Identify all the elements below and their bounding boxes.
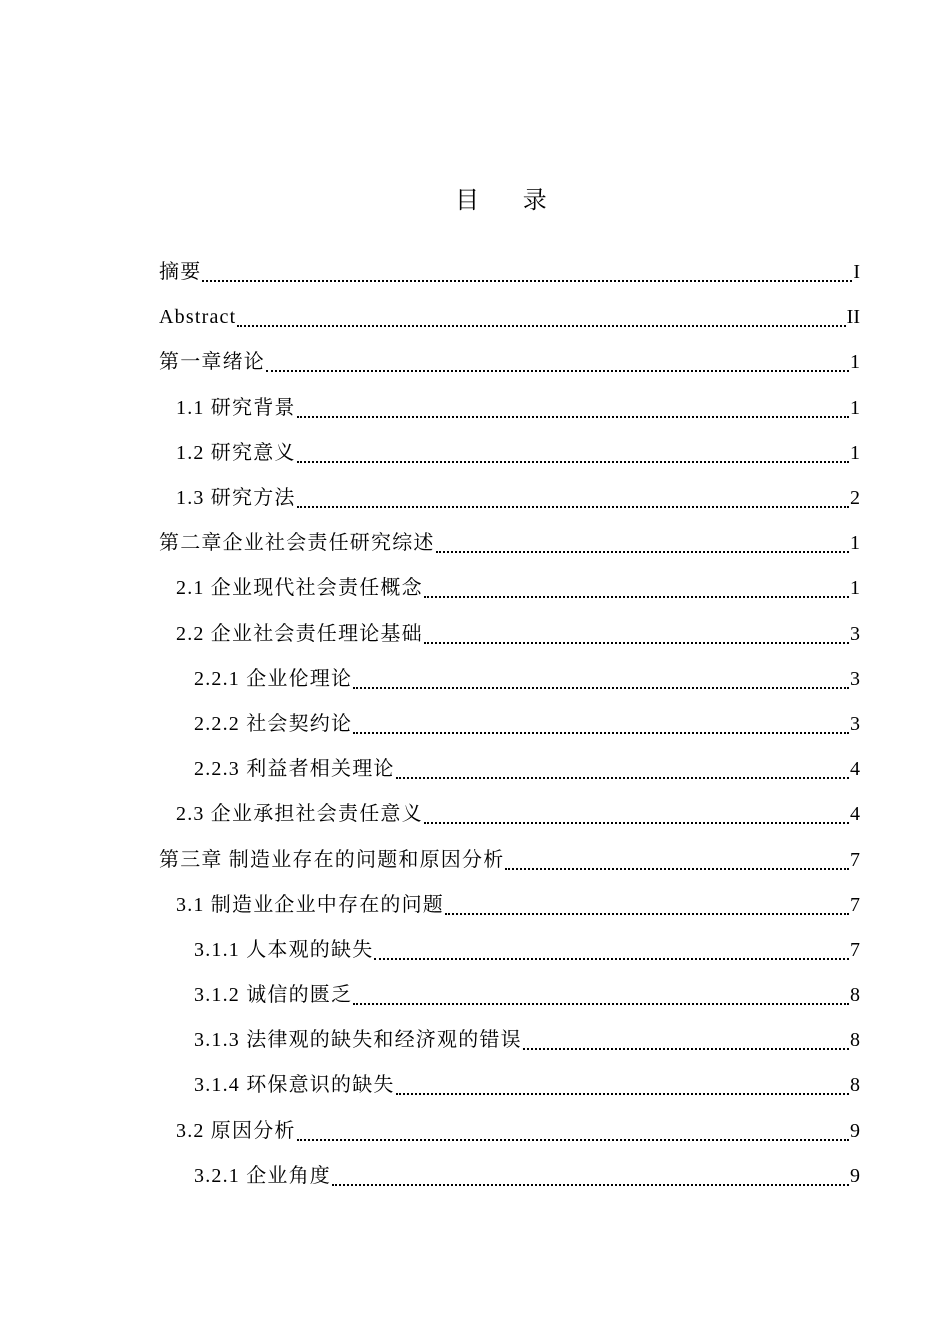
toc-dot-leader	[332, 1183, 849, 1186]
toc-dot-leader	[523, 1047, 849, 1050]
toc-entry-page-number: 4	[850, 803, 860, 826]
toc-dot-leader	[396, 776, 849, 779]
toc-entry[interactable]	[159, 837, 860, 882]
toc-entry[interactable]	[159, 1063, 860, 1108]
toc-entry-page-number: 9	[850, 1164, 860, 1187]
toc-entry-page-number: 7	[850, 893, 860, 916]
toc-entry-page-number: 4	[850, 758, 860, 781]
toc-entry-label: 3.1.2 诚信的匮乏	[194, 984, 353, 1007]
toc-entry-label: 2.1 企业现代社会责任概念	[176, 577, 423, 600]
toc-title: 目 录	[455, 186, 565, 214]
toc-entry[interactable]	[159, 612, 860, 657]
toc-entry-label: 2.2.3 利益者相关理论	[194, 758, 395, 781]
toc-entry-label: 1.3 研究方法	[176, 487, 296, 510]
toc-dot-leader	[424, 595, 849, 598]
toc-dot-leader	[396, 1092, 849, 1095]
toc-dot-leader	[297, 1138, 849, 1141]
toc-dot-leader	[266, 369, 849, 372]
toc-entry-page-number: 3	[850, 712, 860, 735]
toc-entry-page-number: 7	[850, 848, 860, 871]
toc-entry-label: 1.2 研究意义	[176, 441, 296, 464]
toc-dot-leader	[297, 415, 849, 418]
table-of-contents	[159, 250, 860, 1199]
toc-entry-label: 3.1.1 人本观的缺失	[194, 938, 374, 961]
toc-entry-label: 2.3 企业承担社会责任意义	[176, 803, 423, 826]
toc-entry[interactable]	[159, 521, 860, 566]
toc-dot-leader	[353, 686, 849, 689]
toc-dot-leader	[353, 731, 849, 734]
toc-entry-page-number: 8	[850, 1074, 860, 1097]
toc-dot-leader	[353, 1002, 849, 1005]
toc-entry-label: 3.2 原因分析	[176, 1119, 296, 1142]
toc-entry-label: 3.2.1 企业角度	[194, 1164, 331, 1187]
toc-entry[interactable]	[159, 250, 860, 295]
toc-entry-label: 第三章 制造业存在的问题和原因分析	[159, 848, 505, 871]
toc-entry-page-number: 3	[850, 622, 860, 645]
toc-entry-page-number: 8	[850, 984, 860, 1007]
toc-dot-leader	[237, 324, 845, 327]
toc-entry[interactable]	[159, 792, 860, 837]
toc-entry-label: 3.1.3 法律观的缺失和经济观的错误	[194, 1029, 522, 1052]
toc-entry[interactable]	[159, 1109, 860, 1154]
toc-entry-page-number: 3	[850, 667, 860, 690]
toc-entry-page-number: 1	[850, 396, 860, 419]
toc-entry-label: 第一章绪论	[159, 351, 265, 374]
toc-entry[interactable]	[159, 476, 860, 521]
toc-dot-leader	[374, 957, 849, 960]
toc-entry-label: Abstract	[159, 306, 237, 329]
toc-entry-page-number: 7	[850, 938, 860, 961]
toc-entry-label: 3.1 制造业企业中存在的问题	[176, 893, 444, 916]
toc-entry-label: 摘要	[159, 261, 202, 284]
toc-entry-page-number: 2	[850, 487, 860, 510]
toc-entry[interactable]	[159, 386, 860, 431]
toc-dot-leader	[424, 641, 849, 644]
toc-entry[interactable]	[159, 747, 860, 792]
toc-entry[interactable]	[159, 1018, 860, 1063]
toc-entry-page-number: 9	[850, 1119, 860, 1142]
toc-entry-page-number: 8	[850, 1029, 860, 1052]
toc-entry-page-number: II	[846, 306, 860, 329]
toc-entry[interactable]	[159, 340, 860, 385]
toc-dot-leader	[436, 550, 849, 553]
toc-entry-label: 第二章企业社会责任研究综述	[159, 532, 435, 555]
toc-entry-page-number: 1	[850, 441, 860, 464]
toc-entry[interactable]	[159, 566, 860, 611]
toc-entry-label: 2.2 企业社会责任理论基础	[176, 622, 423, 645]
toc-dot-leader	[297, 460, 849, 463]
toc-entry-label: 3.1.4 环保意识的缺失	[194, 1074, 395, 1097]
toc-entry[interactable]	[159, 702, 860, 747]
toc-entry[interactable]	[159, 973, 860, 1018]
toc-entry-page-number: 1	[850, 532, 860, 555]
toc-entry-page-number: 1	[850, 577, 860, 600]
toc-dot-leader	[505, 867, 849, 870]
toc-dot-leader	[424, 821, 849, 824]
toc-entry[interactable]	[159, 657, 860, 702]
toc-entry[interactable]	[159, 295, 860, 340]
toc-entry-page-number: I	[853, 261, 860, 284]
toc-dot-leader	[202, 279, 852, 282]
toc-dot-leader	[445, 912, 849, 915]
toc-entry[interactable]	[159, 1154, 860, 1199]
toc-entry-label: 1.1 研究背景	[176, 396, 296, 419]
toc-entry-label: 2.2.2 社会契约论	[194, 712, 353, 735]
toc-entry-page-number: 1	[850, 351, 860, 374]
toc-dot-leader	[297, 505, 849, 508]
toc-entry[interactable]	[159, 928, 860, 973]
toc-entry[interactable]	[159, 883, 860, 928]
toc-entry[interactable]	[159, 431, 860, 476]
toc-entry-label: 2.2.1 企业伦理论	[194, 667, 353, 690]
